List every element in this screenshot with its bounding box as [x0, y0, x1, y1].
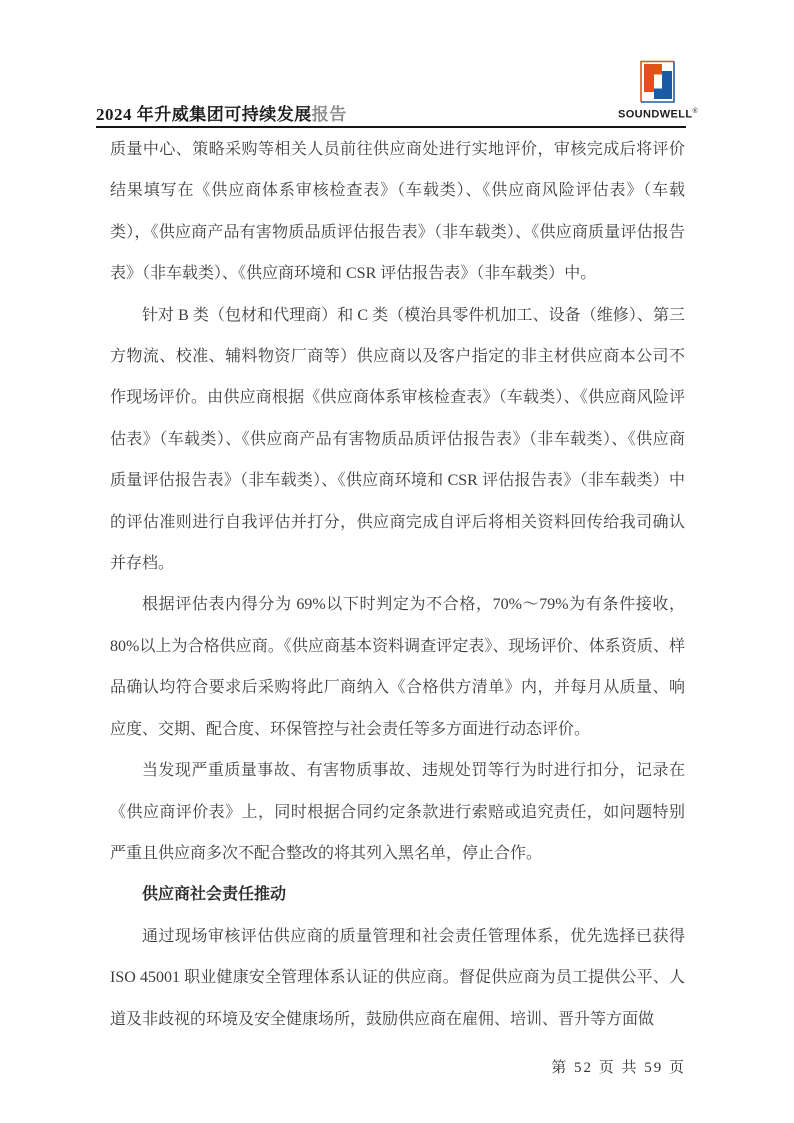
header-divider — [96, 126, 686, 128]
logo-hook-orange — [644, 64, 662, 92]
logo-hook-blue — [654, 71, 672, 99]
body-paragraph-5: 通过现场审核评估供应商的质量管理和社会责任管理体系，优先选择已获得 ISO 45001 职业健康安全管理体系认证的供应商。督促供应商为员工提供公平、人道及非歧视的环境及安全健康场所，鼓励供应商在雇佣、培训、晋升等方面做 — [110, 927, 685, 1028]
body-paragraph-4: 当发现严重质量事故、有害物质事故、违规处罚等行为时进行扣分，记录在《供应商评价表》上，同时根据合同约定条款进行索赔或追究责任，如问题特别严重且供应商多次不配合整改的将其列入黑名单，停止合作。 — [110, 762, 685, 862]
document-body — [110, 129, 685, 1040]
section-heading: 供应商社会责任推动 — [142, 886, 287, 904]
report-title — [96, 100, 347, 125]
report-title-suffix: 报告 — [311, 105, 347, 124]
body-paragraph-3: 根据评估表内得分为 69%以下时判定为不合格，70%～79%为有条件接收，80%以上为合格供应商。《供应商基本资料调查评定表》、现场评价、体系资质、样品确认均符合要求后采购将此厂商纳入《合格供方清单》内，并每月从质量、响应度、交期、配合度、环保管控与社会责任等多方面进行动态评价。 — [110, 596, 685, 738]
registered-trademark-icon: ® — [692, 108, 699, 115]
body-paragraph-2: 针对 B 类（包材和代理商）和 C 类（模治具零件机加工、设备（维修）、第三方物流、校准、辅料物资厂商等）供应商以及客户指定的非主材供应商本公司不作现场评价。由供应商根据《供应商体系审核检查表》（车载类）、《供应商风险评估表》（车载类）、《供应商产品有害物质品质评估报告表》（非车载类）、《供应商质量评估报告表》（非车载类）、《供应商环境和 CSR 评估报告表》（非车载类）中的评估准则进行自我评估并打分，供应商完成自评后将相关资料回传给我司确认并存档。 — [110, 306, 685, 573]
soundwell-logo-icon — [639, 58, 677, 105]
brand-name: SOUNDWELL® — [617, 108, 699, 121]
page-number: 第 52 页 共 59 页 — [551, 1060, 686, 1076]
body-paragraph-1: 质量中心、策略采购等相关人员前往供应商处进行实地评价，审核完成后将评价结果填写在《供应商体系审核检查表》（车载类）、《供应商风险评估表》（车载类），《供应商产品有害物质品质评估报告表》（非车载类）、《供应商质量评估报告表》（非车载类）、《供应商环境和 CSR 评估报告表》（非车载类）中。 — [110, 141, 685, 283]
company-logo — [617, 58, 699, 122]
report-title-main: 2024 年升威集团可持续发展 — [96, 105, 312, 124]
